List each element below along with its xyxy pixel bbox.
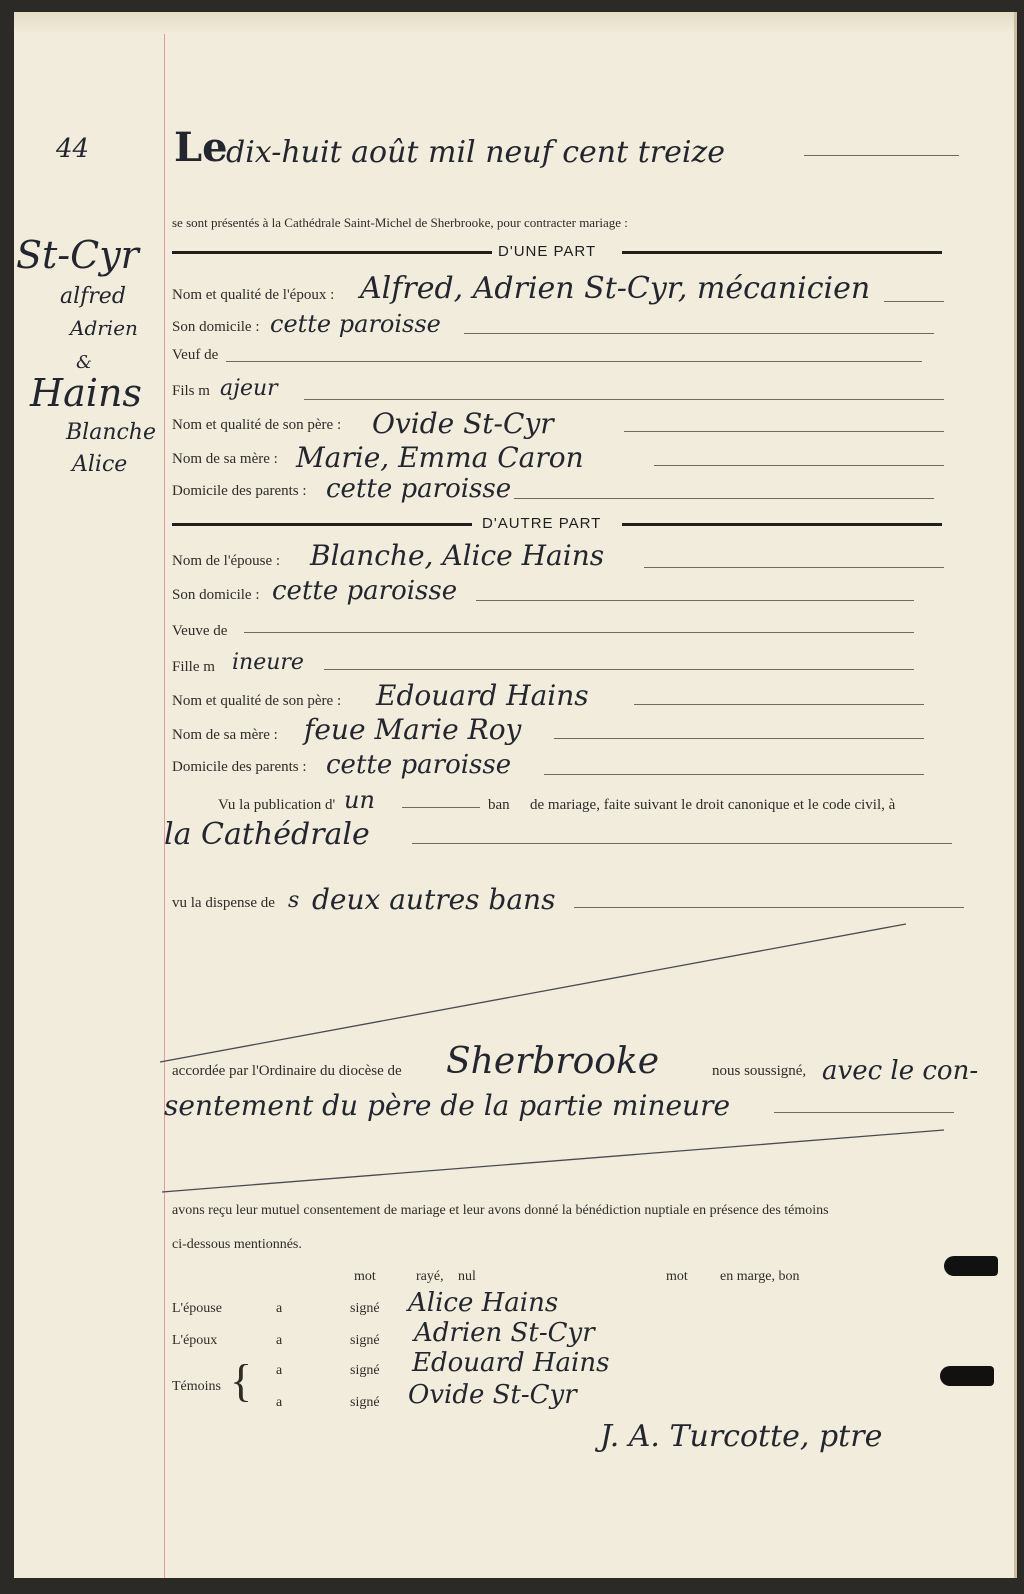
nom-epouse-label: Nom de l'épouse : bbox=[172, 553, 281, 569]
veuf-label: Veuf de bbox=[172, 347, 219, 363]
mere-epouse-value: feue Marie Roy bbox=[304, 713, 522, 746]
epoux-signe: signé bbox=[350, 1333, 380, 1348]
epoux-signature: Adrien St-Cyr bbox=[414, 1318, 595, 1348]
dispense-label: vu la dispense de bbox=[172, 895, 275, 911]
publication-count: un bbox=[344, 786, 375, 814]
fils-label: Fils m bbox=[172, 383, 210, 399]
fille-label: Fille m bbox=[172, 659, 215, 675]
intro-text: se sont présentés à la Cathédrale Saint-Michel de Sherbrooke, pour contracter mariage : bbox=[172, 215, 628, 230]
binder-clip-bottom bbox=[940, 1366, 994, 1386]
priest-signature: J. A. Turcotte, ptre bbox=[600, 1419, 883, 1454]
temoin1-signe: signé bbox=[350, 1363, 380, 1378]
mot-marge-label: mot bbox=[666, 1269, 688, 1284]
margin-bride-surname: Hains bbox=[30, 371, 142, 415]
temoins-brace: { bbox=[230, 1355, 253, 1406]
mere-epouse-label: Nom de sa mère : bbox=[172, 727, 278, 743]
mere-epoux-value: Marie, Emma Caron bbox=[296, 441, 584, 474]
nom-epouse-value: Blanche, Alice Hains bbox=[310, 539, 605, 572]
epoux-label: L'époux bbox=[172, 1333, 218, 1348]
mot-raye-label: mot bbox=[354, 1269, 376, 1284]
date-text: dix-huit août mil neuf cent treize bbox=[226, 135, 725, 170]
fils-value: ajeur bbox=[220, 376, 278, 401]
temoin1-a: a bbox=[276, 1363, 283, 1378]
publication-ban-label: ban bbox=[488, 797, 510, 813]
entry-number: 44 bbox=[56, 134, 90, 164]
temoin2-signature: Ovide St-Cyr bbox=[408, 1380, 577, 1410]
parents-epouse-label: Domicile des parents : bbox=[172, 759, 307, 775]
margin-groom-first2: Adrien bbox=[70, 316, 138, 340]
parents-epouse-value: cette paroisse bbox=[326, 750, 512, 780]
domicile-epoux-value: cette paroisse bbox=[270, 310, 441, 338]
dispense-s: s bbox=[288, 888, 300, 913]
publication-rest-label: de mariage, faite suivant le droit canonique et le code civil, à bbox=[530, 797, 896, 813]
pere-epouse-label: Nom et qualité de son père : bbox=[172, 693, 342, 709]
accorde-label: accordée par l'Ordinaire du diocèse de bbox=[172, 1063, 402, 1079]
epouse-signature: Alice Hains bbox=[408, 1288, 559, 1318]
domicile-epoux-label: Son domicile : bbox=[172, 319, 260, 335]
part1-header: D'UNE PART bbox=[498, 243, 597, 260]
margin-and: & bbox=[76, 352, 93, 373]
epouse-a: a bbox=[276, 1301, 283, 1316]
veuve-label: Veuve de bbox=[172, 623, 228, 639]
en-marge-label: en marge, bon bbox=[720, 1269, 800, 1284]
part2-header: D'AUTRE PART bbox=[482, 515, 602, 532]
consent-line1: avons reçu leur mutuel consentement de mariage et leur avons donné la bénédiction nuptiale en présence des témoins bbox=[172, 1203, 829, 1218]
register-page bbox=[14, 12, 1017, 1578]
accorde-text2: sentement du père de la partie mineure bbox=[164, 1089, 731, 1122]
epouse-signe: signé bbox=[350, 1301, 380, 1316]
date-prefix: Le bbox=[174, 124, 228, 171]
publication-label: Vu la publication d' bbox=[218, 797, 336, 813]
epouse-label: L'épouse bbox=[172, 1301, 222, 1316]
pere-epoux-value: Ovide St-Cyr bbox=[372, 407, 554, 440]
pere-epouse-value: Edouard Hains bbox=[376, 679, 589, 712]
epoux-a: a bbox=[276, 1333, 283, 1348]
parents-epoux-label: Domicile des parents : bbox=[172, 483, 307, 499]
mere-epoux-label: Nom de sa mère : bbox=[172, 451, 278, 467]
temoin2-signe: signé bbox=[350, 1395, 380, 1410]
accorde-soussigne: nous soussigné, bbox=[712, 1063, 807, 1079]
publication-place: la Cathédrale bbox=[164, 817, 370, 852]
nom-epoux-label: Nom et qualité de l'époux : bbox=[172, 287, 335, 303]
dispense-value: deux autres bans bbox=[312, 883, 556, 916]
binder-clip-top bbox=[944, 1256, 998, 1276]
accorde-rule bbox=[774, 1112, 954, 1113]
domicile-epouse-label: Son domicile : bbox=[172, 587, 260, 603]
nul-label: nul bbox=[458, 1269, 476, 1284]
margin-bride-first2: Alice bbox=[72, 452, 128, 477]
margin-bride-first1: Blanche bbox=[66, 420, 156, 445]
pere-epoux-label: Nom et qualité de son père : bbox=[172, 417, 342, 433]
parents-epoux-value: cette paroisse bbox=[326, 474, 512, 504]
accorde-diocese: Sherbrooke bbox=[446, 1041, 660, 1082]
consent-line2: ci-dessous mentionnés. bbox=[172, 1237, 302, 1252]
temoins-label: Témoins bbox=[172, 1379, 221, 1394]
nom-epoux-value: Alfred, Adrien St-Cyr, mécanicien bbox=[360, 271, 871, 306]
temoin2-a: a bbox=[276, 1395, 283, 1410]
domicile-epouse-value: cette paroisse bbox=[272, 576, 458, 606]
margin-groom-first1: alfred bbox=[60, 284, 126, 309]
fille-value: ineure bbox=[232, 650, 304, 675]
temoin1-signature: Edouard Hains bbox=[412, 1348, 610, 1378]
margin-groom-surname: St-Cyr bbox=[16, 233, 139, 277]
accorde-text1: avec le con- bbox=[822, 1056, 979, 1086]
raye-label: rayé, bbox=[416, 1269, 444, 1284]
